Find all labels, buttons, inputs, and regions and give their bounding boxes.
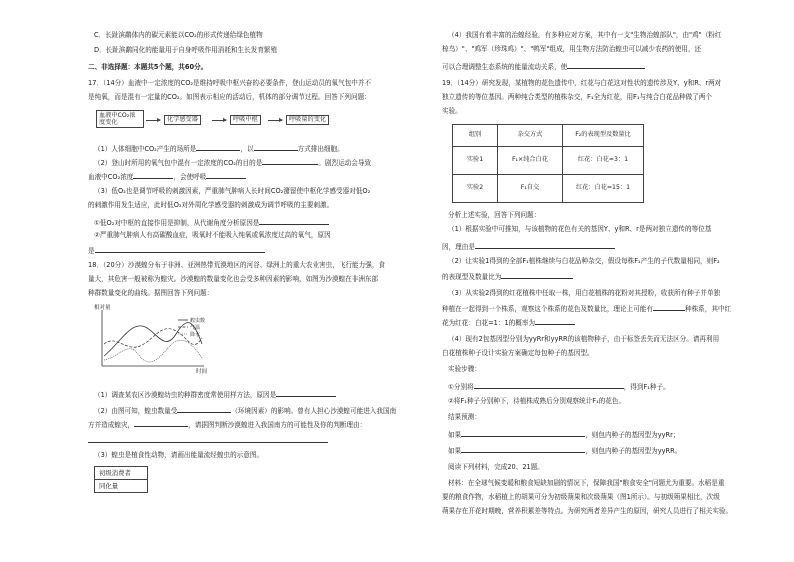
step-2: ②将F₁种子分别种下，待植株成熟后分别观察统计F₁的花色。 bbox=[448, 397, 626, 405]
answer-blank[interactable] bbox=[474, 382, 624, 389]
q19-sub3-b bbox=[442, 304, 731, 313]
chart-y-label: 相对量 bbox=[94, 305, 111, 311]
q18-sub3: （3）蝗虫是植食性动物，请画出能量流经蝗虫的示意图。 bbox=[94, 451, 264, 459]
result-2 bbox=[448, 446, 681, 455]
q17-sub1-text-b: ，以 bbox=[240, 145, 254, 153]
q17-sub2-cont bbox=[88, 172, 246, 181]
q17-sub3-e bbox=[88, 246, 265, 255]
flow-box-center: 呼吸中枢 bbox=[230, 115, 261, 125]
series-temperature bbox=[104, 329, 202, 348]
table-cell: 红花：白花=3：1 bbox=[563, 147, 644, 175]
r-line-1: （4）我国有着丰富的治蝗经验，有多种应对方案，其中有一支"生物治蝗部队"，由"鸡"（粉红 bbox=[448, 31, 722, 39]
series-rain bbox=[104, 340, 202, 362]
answer-blank[interactable] bbox=[196, 144, 240, 151]
q17-sub1-text-a: （1）人体细胞中CO₂产生的场所是 bbox=[94, 145, 197, 153]
r-line-3-text: 可以合理调整生态系统的能量流动关系，使 bbox=[442, 63, 568, 71]
answer-blank[interactable] bbox=[95, 246, 265, 253]
q17-sub1-text-c: 方式排出细胞。 bbox=[297, 145, 344, 153]
q19-sub3-a: （3）从实验2得到的红花植株中任取一株，用白花植株的花粉对其授粉，收获所有种子并单独 bbox=[448, 289, 721, 297]
q19-sub4-a: （4）现有2包基因型分别为yyRr和yyRR的该植物种子，由于标签丢失而无法区分。请再利用 bbox=[448, 335, 720, 343]
table-cell: 红花：白花=15：1 bbox=[563, 175, 644, 203]
q19-sub2-b bbox=[442, 272, 573, 281]
q17-sub3-b: 的刺激作用发生适应，此时低O₂对外周化学感受器的刺激成为调节呼吸的主要刺激。 bbox=[88, 201, 334, 209]
flow-box-volume: 呼吸量的变化 bbox=[286, 115, 329, 125]
table-cell: F₁×纯合白花 bbox=[498, 147, 563, 175]
answer-blank[interactable] bbox=[262, 158, 318, 165]
steps-title: 实验步骤： bbox=[448, 365, 481, 373]
q19-sub3-d-text: 花为红花：白花=1：1的概率为 bbox=[442, 319, 536, 327]
answer-blank[interactable] bbox=[88, 436, 328, 443]
table-header: 组别 bbox=[453, 125, 498, 147]
chart-x-label: 时间 bbox=[196, 369, 208, 374]
q18-sub1-text: （1）调查某农区沙漠蝗幼虫的种群密度常使用样方法，原因是 bbox=[94, 391, 277, 399]
material-line-2: 要的粮食作物，水稻植上的胡果可分为初级蒴果和次级蒴果（图1所示）。与初级蒴果相比，次级 bbox=[442, 493, 720, 501]
result-1-text-b: ，则包内种子的基因型为yyRr； bbox=[585, 431, 680, 439]
option-d: D．长趾滨鹬同化的能量用于自身呼吸作用消耗和生长发育繁殖 bbox=[94, 46, 278, 54]
q18-sub2-text-a: （2）由图可知，蝗虫数量受 bbox=[94, 407, 178, 415]
step-1-text-b: ，得到F₁种子。 bbox=[623, 383, 670, 391]
answer-blank[interactable] bbox=[501, 272, 573, 279]
r-line-2: 椋鸟）"、"鸡军（珍珠鸡）"、"鸭军"组成，用生物方法防治蝗虫可以减少农药的使用，还 bbox=[442, 45, 702, 53]
answer-blank[interactable] bbox=[254, 144, 298, 151]
q18-sub2-text-d: ，请据图判断沙漠蝗进入我国南方的可能性及你的判断理由： bbox=[188, 421, 367, 429]
q19-sub2-a: （2）让实验1得到的全部F₁植株继续与白花品种杂交，假设每株F₁产生的子代数量相同，则F₂ bbox=[448, 257, 720, 265]
box-consumer: 初级消费者 bbox=[95, 467, 147, 480]
table-cell: 实验2 bbox=[453, 175, 498, 203]
experiment-table bbox=[452, 124, 644, 203]
q19-sub1-b-text: 因，理由是 bbox=[442, 243, 475, 251]
q18-sub1 bbox=[94, 390, 336, 399]
answer-blank[interactable] bbox=[206, 172, 246, 179]
q18-line-2: 量大，其危害一般被称为蝗灾。沙漠蝗的数量变化也会受多种因素的影响，如图为沙漠蝗在非洲东部 bbox=[88, 275, 379, 283]
answer-blank[interactable] bbox=[475, 242, 615, 249]
step-1-text-a: ①分别将 bbox=[448, 383, 474, 391]
results-title: 结果预测： bbox=[448, 413, 481, 421]
material-line-1: 材料：在全球气候变暖和粮食短缺加剧的情况下，保障我国"粮食安全"问题尤为重要。水稻是重 bbox=[448, 479, 725, 487]
answer-blank[interactable] bbox=[567, 62, 645, 69]
q18-sub2 bbox=[94, 406, 396, 415]
table-row bbox=[453, 147, 644, 175]
analysis-intro: 分析上述实验，回答下列问题： bbox=[448, 211, 541, 219]
q17-sub3-c-text: ①低O₂对中枢的直接作用是抑制，从代谢角度分析原因是 bbox=[94, 219, 260, 227]
answer-blank[interactable] bbox=[177, 406, 231, 413]
q17-sub3-c bbox=[94, 218, 329, 227]
table-header: F₂的表现型及数量比 bbox=[563, 125, 644, 147]
q18-sub2-text-c: 方并造成蝗灾， bbox=[88, 421, 135, 429]
table-row bbox=[453, 175, 644, 203]
q17-sub1 bbox=[94, 144, 344, 153]
q17-sub2 bbox=[94, 158, 371, 167]
result-2-text-b: ，则包内种子的基因型为yyRR。 bbox=[585, 447, 682, 455]
q18-line-3: 种群数量变化的曲线。据图回答下列问题： bbox=[88, 289, 214, 297]
flow-arrow-icon bbox=[268, 120, 282, 121]
answer-blank[interactable] bbox=[461, 430, 585, 437]
q17-sub2-text-d: ，会使呼吸 bbox=[173, 173, 207, 181]
option-c: C．长趾滨鹬体内的碳元素能以CO₂的形式传递给绿色植物 bbox=[94, 31, 263, 39]
q19-sub1-b bbox=[442, 242, 615, 251]
answer-blank[interactable] bbox=[535, 318, 575, 325]
section-title: 二、非选择题：本题共5个题，共60分。 bbox=[88, 63, 208, 71]
flow-arrow-icon bbox=[212, 120, 226, 121]
q19-sub1-a: （1）根据实验中可推知，与该植物的花色有关的基因Y、y和R、r是两对独立遗传的等位基 bbox=[448, 225, 712, 233]
q17-line-1: 17．（14分）血液中一定浓度的CO₂是维持呼吸中枢兴奋的必要条件，登山运动员的氧气包中并不 bbox=[88, 79, 372, 87]
q17-sub3-e-text: 是 bbox=[88, 247, 95, 255]
r-line-3 bbox=[442, 62, 645, 71]
result-1 bbox=[448, 430, 679, 439]
flow-box-co2: 血液中CO₂浓度变化 bbox=[96, 110, 144, 128]
q18-line-1: 18．（20分）沙漠蝗分布于非洲、亚洲热带荒漠地区的河谷、绿洲上的重大农业害虫，飞行能力强，食 bbox=[88, 261, 386, 269]
legend-rain: 降水 bbox=[190, 332, 201, 338]
series-locust bbox=[104, 323, 202, 356]
q19-sub4-b: 白花植株种子设计实验方案确定每包种子的基因型。 bbox=[442, 349, 594, 357]
q18-sub2-cont bbox=[88, 420, 366, 429]
result-2-text-a: 如果 bbox=[448, 447, 462, 455]
q17-sub2-text-c: 血液中CO₂浓度 bbox=[88, 173, 134, 181]
q18-sub2-text-b: （环境因素）的影响。曾有人担心沙漠蝗可能进入我国南 bbox=[231, 407, 397, 415]
table-header: 杂交方式 bbox=[498, 125, 563, 147]
q18-sub2-answer bbox=[88, 436, 328, 445]
q17-sub2-text-a: （2）登山时所用的氧气包中混有一定浓度的CO₂的目的是 bbox=[94, 159, 263, 167]
q19-sub3-c-text: 种株系，其中红 bbox=[685, 305, 732, 313]
answer-blank[interactable] bbox=[133, 172, 173, 179]
q19-sub2-b-text: 的表现型及数量比为 bbox=[442, 273, 502, 281]
q17-line-2: 是纯氧，而是混有一定量的CO₂。如图表示相应的活动后，机体的部分调节过程。回答下列问题： bbox=[88, 93, 371, 101]
q19-line-3: 实验。 bbox=[442, 107, 462, 115]
answer-blank[interactable] bbox=[259, 218, 329, 225]
answer-blank[interactable] bbox=[653, 304, 685, 311]
legend-locust: 蝗虫数 bbox=[190, 318, 206, 324]
q17-sub2-text-b: 。剧烈运动会导致 bbox=[318, 159, 372, 167]
table-cell: F₁自交 bbox=[498, 175, 563, 203]
answer-blank[interactable] bbox=[134, 420, 188, 427]
q17-sub3-a: （3）低O₂也是调节呼吸的刺激因素，严重肺气肿病人长时间CO₂潴留使中枢化学感受器对低O₂ bbox=[94, 187, 371, 195]
flow-arrow-icon bbox=[146, 120, 160, 121]
energy-flow-box bbox=[94, 466, 148, 493]
table-cell: 实验1 bbox=[453, 147, 498, 175]
answer-blank[interactable] bbox=[461, 446, 585, 453]
locust-chart bbox=[94, 304, 224, 374]
step-1 bbox=[448, 382, 670, 391]
flow-box-receptor: 化学感受器 bbox=[164, 115, 201, 125]
q19-sub3-c bbox=[442, 318, 575, 327]
table-header-row bbox=[453, 125, 644, 147]
reading-intro: 阅读下列材料，完成20、21题。 bbox=[448, 463, 544, 471]
q19-line-1: 19．（14分）研究发现，某植物的花色遗传中，红花与白花这对性状的遗传涉及Y、y和R、r两对 bbox=[442, 79, 722, 87]
q17-sub3-d: ②严重肺气肿病人有高碳酸血症，吸氧时不能吸入纯氧或氧浓度过高的氧气，原因 bbox=[94, 231, 331, 239]
q19-line-2: 独立遗传的等位基因。两种纯合类型的植株杂交，F₁全为红花，用F₁与纯合白花品种做了两个 bbox=[442, 93, 713, 101]
result-1-text-a: 如果 bbox=[448, 431, 462, 439]
legend-temperature: 气温 bbox=[190, 325, 201, 331]
answer-blank[interactable] bbox=[276, 390, 336, 397]
material-line-3: 蒴果存在开花时期晚，营养积累差等特点。为研究两者差异产生的原因，研究人员进行了相关实验。 bbox=[442, 507, 733, 515]
q19-sub3-b-text: 种植在一起得到一个株系，观察这个株系的花色及数量比，理论上可能有 bbox=[442, 305, 653, 313]
box-assimilation: 同化量 bbox=[99, 482, 119, 490]
